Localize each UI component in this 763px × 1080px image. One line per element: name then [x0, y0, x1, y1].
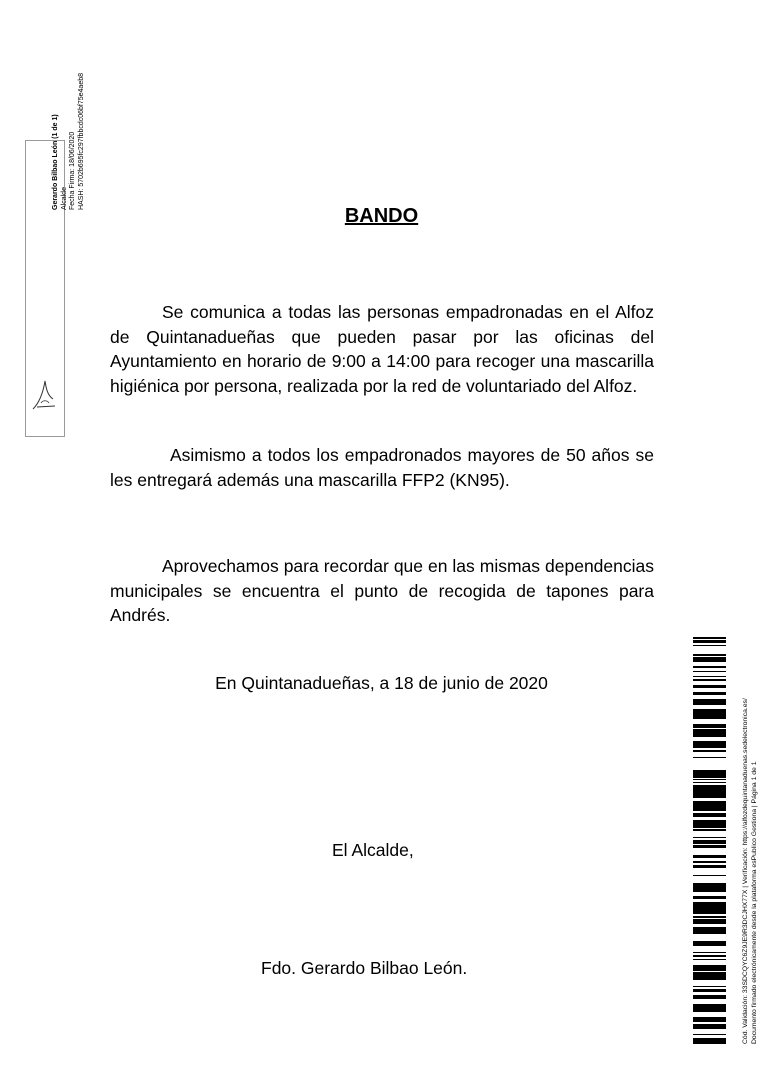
handwritten-signature-icon — [29, 373, 59, 413]
signatory-name: Fdo. Gerardo Bilbao León. — [261, 958, 468, 978]
validation-text — [742, 698, 759, 1044]
stamp-date: Fecha Firma: 18/06/2020 — [69, 131, 76, 210]
paragraph-announcement: Se comunica a todas las personas empadronadas en el Alfoz de Quintanadueñas que pueden pasar por las oficinas del Ayuntamiento en horario de 9:00 a 14:00 para recoger una mascarilla higiénica por persona, realizada por la red de voluntariado del Alfoz. — [110, 302, 654, 396]
validation-line-1: Cód. Validación: 33SDCQYC6Z9JE9R3DCJHX77X | Verificación: https://alfozdequintanaduenas.sedelectronica.es/ — [742, 698, 749, 1044]
validation-line-2: Documento firmado electrónicamente desde la plataforma esPublico Gestiona | Página 1 de 1 — [750, 761, 758, 1044]
signatory-role: El Alcalde, — [332, 840, 414, 860]
document-title: BANDO — [344, 205, 419, 227]
stamp-hash: HASH: 5702b695fc297fbbcdc06bf75e4aeb8 — [77, 73, 85, 210]
paragraph-ffp2: Asimismo a todos los empadronados mayores de 50 años se les entregará además una mascarilla FFP2 (KN95). — [110, 445, 654, 490]
paragraph-tapones: Aprovechamos para recordar que en las mismas dependencias municipales se encuentra el punto de recogida de tapones para Andrés. — [110, 556, 654, 625]
stamp-signer: Gerardo Bilbao León (1 de 1) — [52, 114, 59, 210]
date-line: En Quintanadueñas, a 18 de junio de 2020 — [215, 673, 548, 693]
stamp-role: Alcalde — [60, 187, 68, 210]
signature-stamp-text — [52, 60, 86, 210]
barcode-icon — [693, 637, 726, 1044]
